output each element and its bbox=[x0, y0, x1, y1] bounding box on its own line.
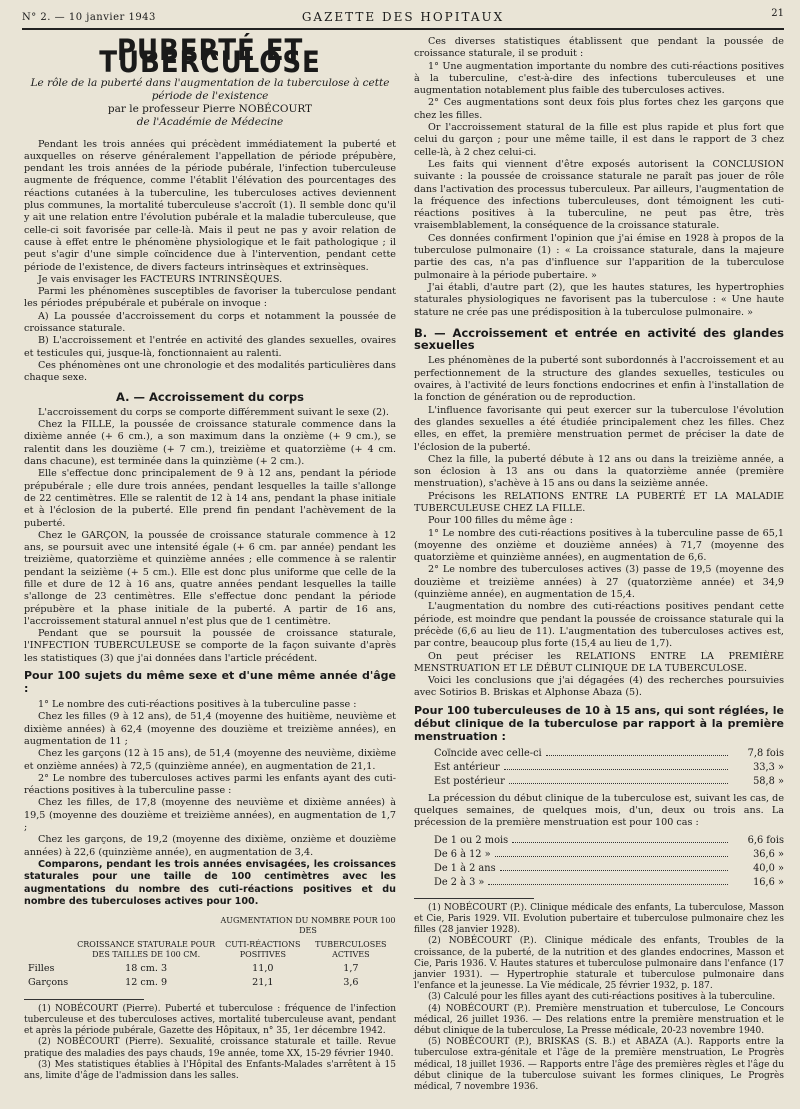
section-heading-b: B. — Accroissement et entrée en activité des glandes sexuelles bbox=[414, 325, 784, 353]
issue-number: N° 2. — 10 janvier 1943 bbox=[22, 12, 156, 23]
footnote-divider bbox=[24, 999, 144, 1000]
list-item: De 1 à 2 ans 40,0 » bbox=[434, 863, 784, 875]
paragraph: Je vais envisager les FACTEURS INTRINSÈQUES. bbox=[38, 273, 283, 285]
author-affiliation: de l'Académie de Médecine bbox=[136, 115, 284, 128]
right-column bbox=[414, 36, 784, 1093]
footnote: (2) NOBÉCOURT (Pierre). Sexualité, croissance staturale et taille. Revue pratique des maladies des pays chauds, 19e année, tome XX, 15-29 février 1940. bbox=[24, 1037, 396, 1059]
article-byline: par le professeur Pierre NOBÉCOURT bbox=[107, 102, 313, 115]
table-row bbox=[24, 962, 396, 976]
table-col-header: TUBERCULOSES ACTIVES bbox=[315, 940, 387, 960]
paragraph: On peut préciser les RELATIONS ENTRE LA PREMIÈRE MENSTRUATION ET LE DÉBUT CLINIQUE DE LA TUBERCULOSE. bbox=[414, 650, 784, 674]
bold-heading: Pour 100 tuberculeuses de 10 à 15 ans, qui sont réglées, le début clinique de la tuberculose par rapport à la première menstruation : bbox=[414, 703, 784, 743]
paragraph: Ces diverses statistiques établissent que pendant la poussée de croissance staturale, il se produit : bbox=[414, 36, 784, 60]
bold-heading: Pour 100 sujets du même sexe et d'une même année d'âge : bbox=[24, 669, 396, 696]
paragraph: 2° Le nombre des tuberculoses actives parmi les enfants ayant des cuti-réactions positives à la tuberculine passe : bbox=[24, 772, 396, 797]
paragraph: Pour 100 filles du même âge : bbox=[428, 515, 573, 527]
footnote: (1) NOBÉCOURT (Pierre). Puberté et tuberculose : fréquence de l'infection tuberculeuse et des tuberculoses actives, mortalité tuberculeuse avant, pendant et après la période pubérale, Gazette des Hôpitaux, n° 35, 1er décembre 1942. bbox=[24, 1003, 396, 1037]
paragraph: Ces phénomènes ont une chronologie et des modalités particulières dans chaque sexe. bbox=[24, 359, 396, 384]
paragraph: 1° Le nombre des cuti-réactions positives à la tuberculine passe : bbox=[38, 699, 357, 711]
table-cell: Garçons bbox=[28, 977, 69, 989]
paragraph: L'augmentation du nombre des cuti-réactions positives pendant cette période, est moindre que pendant la poussée de croissance staturale qui la précède (6,6 au lieu de 11). L'augmentation des tuberculoses actives est, par contre, beaucoup plus forte (15,4 au lieu de 1,7). bbox=[414, 601, 784, 650]
growth-table bbox=[24, 914, 396, 991]
precession-list bbox=[434, 834, 784, 890]
paragraph: 2° Le nombre des tuberculoses actives (3) passe de 19,5 (moyenne des douzième et treizième années) à 27 (quatorzième année) et 34,9 (quinzième année), en augmentation de 15,4. bbox=[414, 564, 784, 601]
footnote: (4) NOBÉCOURT (P.). Première menstruation et tuberculose, Le Concours médical, 26 juillet 1936. — Des relations entre la première menstruation et le début clinique de la tuberculose, La Presse médicale, 20-23 novembre 1940. bbox=[414, 1003, 784, 1036]
paragraph: Précisons les RELATIONS ENTRE LA PUBERTÉ ET LA MALADIE TUBERCULEUSE CHEZ LA FILLE. bbox=[414, 490, 784, 514]
list-item: Est postérieur 58,8 » bbox=[434, 776, 784, 788]
paragraph: 1° Une augmentation importante du nombre des cuti-réactions positives à la tuberculine, c'est-à-dire des infections tuberculeuses et une augmentation notablement plus faible des tuberculoses actives. bbox=[414, 60, 784, 97]
paragraph: Pendant que se poursuit la poussée de croissance staturale, l'INFECTION TUBERCULEUSE se comporte de la façon suivante d'après les statistiques (3) que j'ai données dans l'article précédent. bbox=[24, 628, 396, 664]
paragraph: La précession du début clinique de la tuberculose est, suivant les cas, de quelques semaines, de quelques mois, d'un, deux ou trois ans. La précession de la première menstruation est pour 100 cas : bbox=[414, 792, 784, 829]
article-title: PUBERTÉ ET TUBERCULOSE bbox=[99, 33, 321, 80]
footnote: (5) NOBÉCOURT (P.), BRISKAS (S. B.) et ABAZA (A.). Rapports entre la tuberculose extra-génitale et l'âge de la première menstruation, Le Progrès médical, 18 juillet 1936. — Rapports entre l'âge des premières règles et l'âge du début clinique de la tuberculose suivant les formes cliniques, Le Progrès médical, 7 novembre 1936. bbox=[414, 1037, 784, 1092]
list-item: De 2 à 3 » 16,6 » bbox=[434, 877, 784, 889]
table-row bbox=[24, 976, 396, 990]
paragraph: L'accroissement du corps se comporte différemment suivant le sexe (2). bbox=[38, 406, 389, 418]
paragraph: Ces données confirment l'opinion que j'ai émise en 1928 à propos de la tuberculose pulmonaire (1) : « La croissance staturale, dans la majeure partie des cas, n'a pas d'influence sur l'apparition de la tuberculose pulmonaire à la période pubertaire. » bbox=[414, 232, 784, 281]
paragraph: Chez les garçons (12 à 15 ans), de 51,4 (moyenne des neuvième, dixième et onzième années) à 72,5 (quinzième année), en augmentation de 21,1. bbox=[24, 748, 396, 772]
paragraph: Les faits qui viennent d'être exposés autorisent la CONCLUSION suivante : la poussée de croissance staturale ne paraît pas jouer de rôle dans l'activation des processus tuberculeux. Par ailleurs, l'augmentation de la fréquence des infections tuberculeuses, dont témoignent les cuti-réactions positives à la tuberculine, ne peut pas être, très vraisemblablement, la conséquence de la croissance staturale. bbox=[414, 158, 784, 232]
page-number: 21 bbox=[771, 8, 784, 19]
footnote: (3) Mes statistiques établies à l'Hôpital des Enfants-Malades s'arrêtent à 15 ans, limite d'âge de l'admission dans les salles. bbox=[24, 1059, 396, 1081]
paragraph: Chez les garçons, de 19,2 (moyenne des dixième, onzième et douzième années) à 22,6 (quinzième année), en augmentation de 3,4. bbox=[24, 834, 396, 858]
paragraph: L'influence favorisante qui peut exercer sur la tuberculose l'évolution des glandes sexuelles a été étudiée principalement chez les filles. Chez elles, en effet, la première menstruation permet de préciser la date de l'éclosion de la puberté. bbox=[414, 404, 784, 453]
paragraph: Chez la fille, la puberté débute à 12 ans ou dans la treizième année, a son éclosion à 13 ans ou dans la quatorzième année (première menstruation), s'achève à 15 ans ou dans la seizième année. bbox=[414, 453, 784, 490]
section-heading-a: A. — Accroissement du corps bbox=[116, 389, 304, 404]
list-item: Est antérieur 33,3 » bbox=[434, 762, 784, 774]
page-header bbox=[22, 6, 784, 30]
table-col-header: CUTI-RÉACTIONS POSITIVES bbox=[225, 940, 301, 960]
footnote: (2) NOBÉCOURT (P.). Clinique médicale des enfants, Troubles de la croissance, de la puberté, de la nutrition et des glandes endocrines, Masson et Cie, Paris 1936. V. Hautes statures et tuberculose pulmonaire dans l'enfance (17 janvier 1931). — Hypertrophie staturale et tuberculose pulmonaire dans l'enfance et la jeunesse. La Vie médicale, 25 février 1932, p. 187. bbox=[414, 936, 784, 992]
paragraph: Les phénomènes de la puberté sont subordonnés à l'accroissement et au perfectionnement de la structure des glandes sexuelles, testicules ou ovaires, à l'activité de leurs fonctions endocrines et enfin à l'installation de la fonction de génération ou de reproduction. bbox=[414, 355, 784, 404]
paragraph: B) L'accroissement et l'entrée en activité des glandes sexuelles, ovaires et testicules qui, jusque-là, fonctionnaient au ralenti. bbox=[24, 335, 396, 359]
list-item: De 6 à 12 » 36,6 » bbox=[434, 848, 784, 860]
comparison-paragraph: Comparons, pendant les trois années envisagées, les croissances staturales pour une taille de 100 centimètres avec les augmentations du nombre des cuti-réactions positives et du nombre des tuberculoses actives pour 100. bbox=[24, 858, 396, 907]
paragraph: 1° Le nombre des cuti-réactions positives à la tuberculine passe de 65,1 (moyenne des onzième et douzième années) à 71,7 (moyenne des quatorzième et quinzième années), en augmentation de 6,6. bbox=[414, 527, 784, 564]
onset-list bbox=[434, 747, 784, 789]
paragraph: Elle s'effectue donc principalement de 9 à 12 ans, pendant la période prépubérale ; elle dure trois années, pendant lesquelles la taille s'allonge de 22 centimètres. Elle se ralentit de 12 à 14 ans, pendant la phase initiale et à l'éclosion de la puberté. Elle prend fin pendant l'achèvement de la puberté. bbox=[24, 468, 396, 529]
article-subtitle: Le rôle de la puberté dans l'augmentation de la tuberculose à cette période de l'existence bbox=[30, 76, 390, 102]
paragraph: 2° Ces augmentations sont deux fois plus fortes chez les garçons que chez les filles. bbox=[414, 97, 784, 121]
table-cell: Filles bbox=[28, 963, 55, 975]
list-item: De 1 ou 2 mois 6,6 fois bbox=[434, 834, 784, 846]
paragraph: A) La poussée d'accroissement du corps et notamment la poussée de croissance staturale. bbox=[24, 310, 396, 335]
footnote: (1) NOBÉCOURT (P.). Clinique médicale des enfants, La tuberculose, Masson et Cie, Paris 1929. VII. Evolution pubertaire et tuberculose pulmonaire chez les filles (28 janvier 1928). bbox=[414, 902, 784, 936]
paragraph: Parmi les phénomènes susceptibles de favoriser la tuberculose pendant les périodes prépubérale et pubérale on invoque : bbox=[24, 286, 396, 310]
paragraph: Voici les conclusions que j'ai dégagées (4) des recherches poursuivies avec Sotirios B. Briskas et Alphonse Abaza (5). bbox=[414, 675, 784, 699]
paragraph: Chez le GARÇON, la poussée de croissance staturale commence à 12 ans, se poursuit avec une intensité égale (+ 6 cm. par année) pendant les treizième, quatorzième et quinzième années ; elle commence à se ralentir pendant la seizième (+ 5 cm.). Elle est donc plus uniforme que celle de la fille et dure de 12 à 16 ans, quatre années pendant lesquelles la taille s'allonge de 23 centimètres. Elle s'effectue donc pendant la période prépubère et la phase initiale de la puberté. A partir de 16 ans, l'accroissement statural annuel n'est plus que de 1 centimètre. bbox=[24, 529, 396, 627]
table-cell: 18 cm. 3 bbox=[125, 963, 168, 975]
paragraph: Or l'accroissement statural de la fille est plus rapide et plus fort que celui du garçon ; pour une même taille, il est dans le rapport de 3 chez celle-là, à 2 chez celui-ci. bbox=[414, 122, 784, 158]
paragraph: J'ai établi, d'autre part (2), que les hautes statures, les hypertrophies staturales physiologiques ne favorisent pas la tuberculose : « Une haute stature ne crée pas une prédisposition à la tuberculose pulmonaire. » bbox=[414, 281, 784, 318]
table-cell: 21,1 bbox=[252, 977, 274, 989]
table-cell: 3,6 bbox=[343, 977, 359, 989]
footnote-divider bbox=[414, 898, 534, 899]
paragraph: Chez la FILLE, la poussée de croissance staturale commence dans la dixième année (+ 6 cm.), a son maximum dans la onzième (+ 9 cm.), se ralentit dans les douzième (+ 7 cm.), treizième et quatorzième (+ 4 cm. dans chacune), est terminée dans la quinzième (+ 2 cm.). bbox=[24, 419, 396, 468]
journal-name: GAZETTE DES HOPITAUX bbox=[301, 10, 505, 24]
table-cell: 1,7 bbox=[343, 963, 359, 975]
table-cell: 12 cm. 9 bbox=[125, 977, 168, 989]
paragraph: Chez les filles (9 à 12 ans), de 51,4 (moyenne des huitième, neuvième et dixième années) à 62,4 (moyenne des douzième et treizième années), en augmentation de 11 ; bbox=[24, 711, 396, 747]
list-item: Coïncide avec celle-ci 7,8 fois bbox=[434, 747, 784, 759]
footnote: (3) Calculé pour les filles ayant des cuti-réactions positives à la tuberculine. bbox=[428, 992, 776, 1003]
paragraph: Chez les filles, de 17,8 (moyenne des neuvième et dixième années) à 19,5 (moyenne des douzième et treizième années), en augmentation de 1,7 ; bbox=[24, 797, 396, 834]
table-cell: 11,0 bbox=[252, 963, 274, 975]
paragraph: Pendant les trois années qui précèdent immédiatement la puberté et auxquelles on réserve généralement l'appellation de période prépubère, pendant les trois années de la période pubérale, l'infection tuberculeuse augmente de fréquence, comme l'établit l'élévation des pourcentages des réactions cutanées à la tuberculine, les tuberculoses actives deviennent plus communes, la mortalité tuberculeuse s'accroît (1). Il semble donc qu'il y ait une relation entre l'évolution pubérale et la maladie tuberculeuse, que celle-ci soit favorisée par celle-là. Mais il peut ne pas y avoir relation de cause à effet entre le phénomène physiologique et le fait pathologique ; il peut s'agir d'une simple coïncidence due à l'intervention, pendant cette période de l'existence, de divers facteurs intrinsèques et extrinsèques. bbox=[24, 138, 396, 273]
table-col-header: CROISSANCE STATURALE POUR DES TAILLES DE 100 CM. bbox=[77, 940, 216, 960]
table-group-header: AUGMENTATION DU NOMBRE POUR 100 DES bbox=[220, 916, 396, 936]
left-column bbox=[24, 33, 396, 1082]
